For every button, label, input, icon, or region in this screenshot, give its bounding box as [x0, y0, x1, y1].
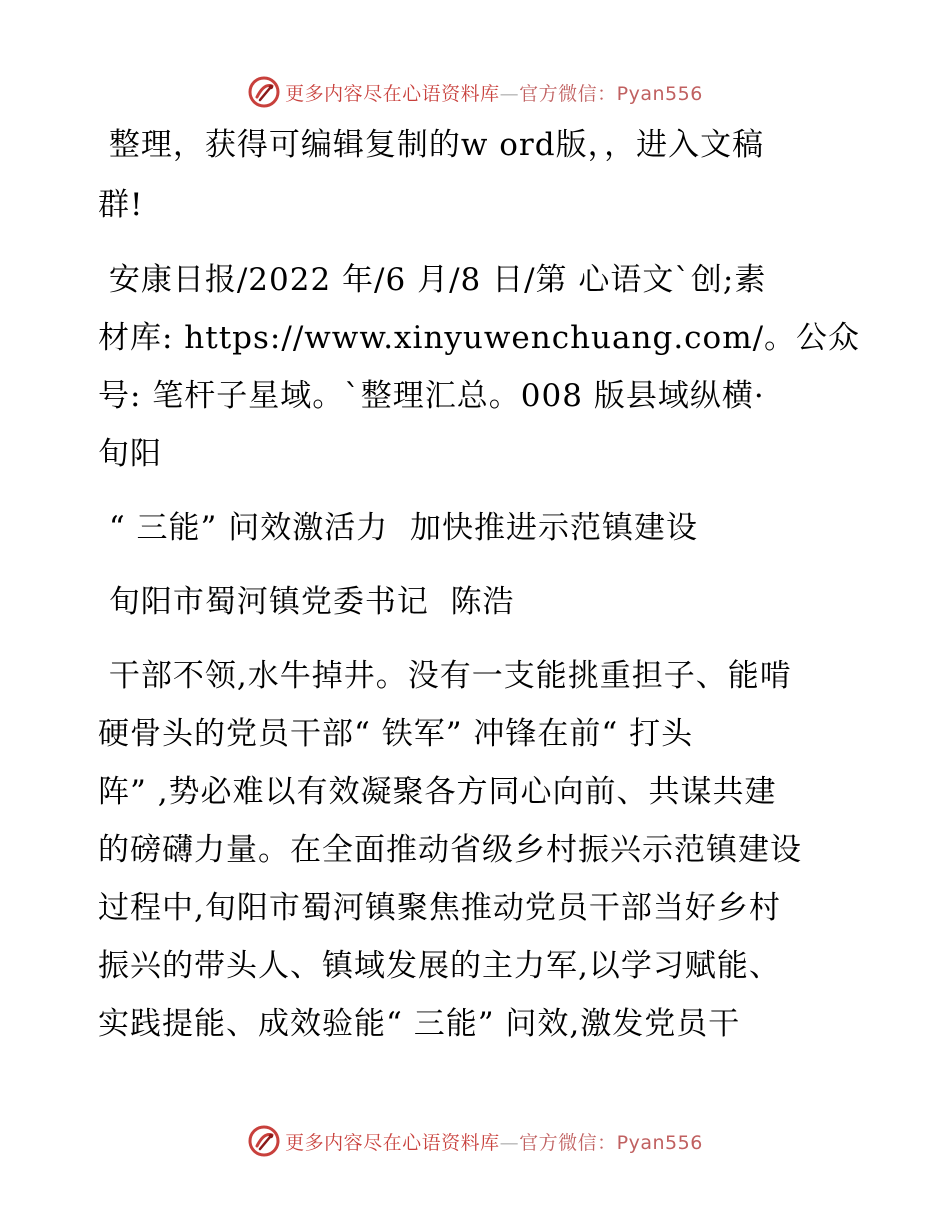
- footer-banner: [0, 1121, 950, 1161]
- body-line: 旬阳: [98, 436, 162, 472]
- body-line: 实践提能、成效验能“ 三能” 问效,激发党员干: [98, 1006, 741, 1042]
- banner-text: 更多内容尽在心语资料库—官方微信：Pyan556: [285, 82, 703, 105]
- article-title: “ 三能” 问效激活力 加快推进示范镇建设: [98, 510, 698, 546]
- header-banner: [0, 72, 950, 112]
- body-line: 号: 笔杆子星域。`整理汇总。008 版县域纵横·: [98, 378, 765, 414]
- body-line: 安康日报/2022 年/6 月/8 日/第 心语文`创;素: [98, 262, 767, 298]
- body-line: 过程中,旬阳市蜀河镇聚焦推动党员干部当好乡村: [98, 890, 781, 926]
- xinyu-logo-icon: [247, 75, 281, 109]
- xinyu-logo-icon: [247, 1124, 281, 1158]
- article-byline: 旬阳市蜀河镇党委书记 陈浩: [98, 584, 515, 620]
- banner-text: 更多内容尽在心语资料库—官方微信：Pyan556: [285, 1131, 703, 1154]
- body-line: 振兴的带头人、镇域发展的主力军,以学习赋能、: [98, 948, 781, 984]
- body-line: 硬骨头的党员干部“ 铁军” 冲锋在前“ 打头: [98, 716, 694, 752]
- body-line: 群!: [98, 187, 144, 223]
- body-line: 的磅礴力量。在全面推动省级乡村振兴示范镇建设: [98, 832, 802, 868]
- body-line: 阵” ,势必难以有效凝聚各方同心向前、共谋共建: [98, 774, 777, 810]
- body-line: 材库: https://www.xinyuwenchuang.com/。公众: [98, 320, 861, 356]
- body-line: 整理，获得可编辑复制的w ord版，，进入文稿: [98, 127, 765, 163]
- body-line: 干部不领,水牛掉井。没有一支能挑重担子、能啃: [98, 658, 792, 694]
